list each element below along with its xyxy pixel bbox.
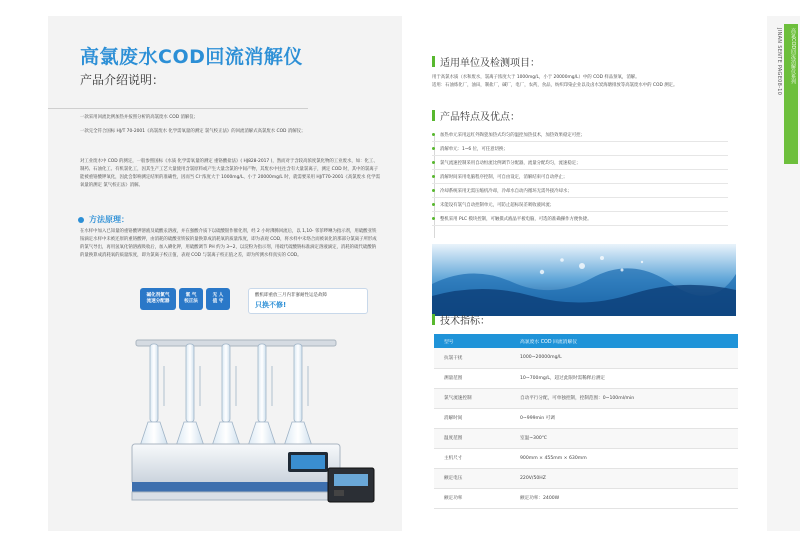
feature-text: 冷却系统采用无需压缩机冷却，冷却水自动内循环无需外接冷却水； (440, 188, 572, 194)
feature-text: 加热单元采用远红外陶瓷加热式均匀的温控加热技术，加热效果稳定可控； (440, 132, 585, 138)
principle-paragraph: 在水样中加入已知量的重铬酸钾溶液及硫酸汞溶液，并在强酸介质下以硫酸银作催化剂，经 2 小时沸腾回流后，以 1,10- 邻菲啰啉为指示剂，用硫酸亚铁铵滴定水样中未被还原的重铬酸钾，由消耗的硫酸亚铁铵的量换算成消耗氧的质量浓度，即为表观 COD，将水样中未络合而被氧化的那部分氯离子所形成的氯气导出，再用氢氧化钠溶液吸收后，加入碘化钾，用硫酸调节 PH 约为 3~2，以淀粉为指示剂，用硫代硫酸钠标准滴定溶液滴定，消耗的硫代硫酸钠的量换算成消耗氧的质量浓度，即为氯离子校正值，表观 COD 与氯离子校正值之差，即为所测水样真实的 COD。 (80, 229, 377, 258)
water-splash-image (432, 244, 736, 316)
specs-heading (432, 312, 490, 327)
feature-text: 整机采用 PLC 模块控制，可触摸式液晶平板电脑，可选的准确操作方便快捷。 (440, 216, 592, 222)
spec-value: 室温~300℃ (510, 428, 738, 448)
green-bar-icon (432, 56, 435, 67)
spec-value: 1000~20000mg/L (510, 348, 738, 368)
spec-label: 消解时间 (434, 408, 510, 428)
scope-line: 适用：石油炼化厂，油田，制盐厂，碱厂，电厂，农药，食品，纺织印染企业以及卤水炭海塘排放等高氯废水中的 COD 测定。 (432, 83, 678, 88)
bullet-dot-icon (432, 161, 435, 164)
table-row (434, 388, 738, 408)
spec-label: 主机尺寸 (434, 448, 510, 468)
table-row (434, 428, 738, 448)
page-title: 高氯废水COD回流消解仪 (80, 46, 303, 68)
bullet-dot-icon (432, 217, 435, 220)
specs-table (434, 334, 738, 509)
spec-label: 氯气流速控制 (434, 388, 510, 408)
intro-line: 一款采用回流比例加热并按照分析的高氯废水 COD 消解仪； (80, 115, 199, 120)
warranty-text: 酸机即重放三月内非寥耐性运是故障 (255, 293, 327, 298)
list-item (432, 142, 728, 156)
table-header-row (434, 334, 738, 348)
scope-heading (432, 54, 540, 69)
list-item (432, 156, 728, 170)
background-paragraph: 对工业废水中 COD 的测定，一般参照国标《水质 化学需氧量的测定 重铬酸盐法》( HJ828-2017 )，然而对于含较高浓度氯化物的工业废水，如：化工、制药、石油化工、有机氯化工，因其生产工艺大量使用含氯原料或产生大量含氯的中间产物，其废水中往往含有大量氯离子，测定 COD 时，其中的氯离子能被重铬酸钾氧化，因此会影响测定结果的准确性，因而当 Cl⁻浓度大于 1000mg/L、小于 20000mg/L 时，就需要采用 HJ/T70-2001《高氯废水 化学需氧量的测定 氯气校正法》消解。 (80, 159, 380, 188)
side-page-label: JINAN SENTE PAGE08-10 (776, 28, 782, 96)
spec-label: 额定电压 (434, 468, 510, 488)
page-subtitle: 产品介绍说明： (80, 73, 165, 87)
scope-title: 适用单位及检测项目： (440, 58, 540, 69)
badge-flow-distributor: 碱化剂氯气 流速分配器 (140, 288, 176, 310)
left-page (48, 16, 402, 531)
bullet-dot-icon (432, 147, 435, 150)
bullet-dot-icon (432, 133, 435, 136)
spec-value: 额定功率：2400W (510, 488, 738, 508)
table-row (434, 488, 738, 508)
badge-chlorine-correction: 氯 气 校正法 (179, 288, 203, 310)
list-item (432, 184, 728, 198)
table-row (434, 368, 738, 388)
bullet-dot-icon (432, 203, 435, 206)
spec-value: 900mm × 455mm × 630mm (510, 448, 738, 468)
feature-text: 未能设有氯气自动控制单元，可防止超标误差吸收液回流； (440, 202, 555, 208)
list-item (432, 170, 728, 184)
title-divider (48, 108, 308, 109)
table-row (434, 408, 738, 428)
feature-text: 消解时间采用电脑程序控制，可自由设定，消解结束可自动停止； (440, 174, 568, 180)
list-item (432, 198, 728, 212)
right-page (420, 16, 800, 531)
spec-value: 10~700mg/L，超过此限时需稀释后测定 (510, 368, 738, 388)
table-row (434, 348, 738, 368)
feature-text: 消解单元：1~6 位，可任意切换； (440, 146, 508, 152)
spec-label: 测量范围 (434, 368, 510, 388)
green-bar-icon (432, 314, 435, 325)
warranty-highlight: 只换不修! (255, 301, 287, 309)
spec-label: 温度范围 (434, 428, 510, 448)
badge-unattended: 无 人 值 守 (206, 288, 230, 310)
table-header-cell: 高氯废水 COD 回流消解仪 (510, 334, 738, 348)
bullet-dot-icon (432, 189, 435, 192)
spec-value: 自动平行分配，可单独控制，控制范围：0~100ml/min (510, 388, 738, 408)
feature-badges (140, 288, 230, 310)
spec-value: 220V/50HZ (510, 468, 738, 488)
method-section-heading (78, 214, 129, 225)
side-tab-label: 高氯COD回流消解仪系列 (790, 28, 796, 85)
features-heading (432, 108, 520, 123)
bullet-dot-icon (432, 175, 435, 178)
table-header-cell: 型号 (434, 334, 510, 348)
features-list (432, 128, 728, 226)
spec-label: 抗氯干扰 (434, 348, 510, 368)
scope-line: 用于高氯水质（水和废水，氯离子浓度大于 1000mg/L，小于 20000mg/L）中的 COD 样品预氧，消解。 (432, 75, 640, 80)
method-section-title: 方法原理： (89, 215, 129, 224)
digestion-apparatus-image (128, 336, 378, 514)
specs-title: 技术指标： (440, 316, 490, 327)
list-item (432, 128, 728, 142)
spec-value: 0~999min 可调 (510, 408, 738, 428)
green-bar-icon (432, 110, 435, 121)
scope-text (432, 74, 732, 90)
feature-text: 氯气流速控制采用自动恒流比例调节分配器，流量分配均匀，流速稳定； (440, 160, 581, 166)
list-item (432, 212, 728, 226)
table-row (434, 468, 738, 488)
intro-block (80, 114, 380, 136)
table-row (434, 448, 738, 468)
intro-line: 一款完全符合国标 HJ/T 70-2001《高氯废水 化学需氧量的测定 氯气校正法》的回流消解式高氯废水 COD 消解仪； (80, 129, 306, 134)
features-title: 产品特点及优点： (440, 112, 520, 123)
spec-label: 额定功率 (434, 488, 510, 508)
warranty-callout (248, 288, 368, 314)
bullet-dot-icon (78, 217, 84, 223)
